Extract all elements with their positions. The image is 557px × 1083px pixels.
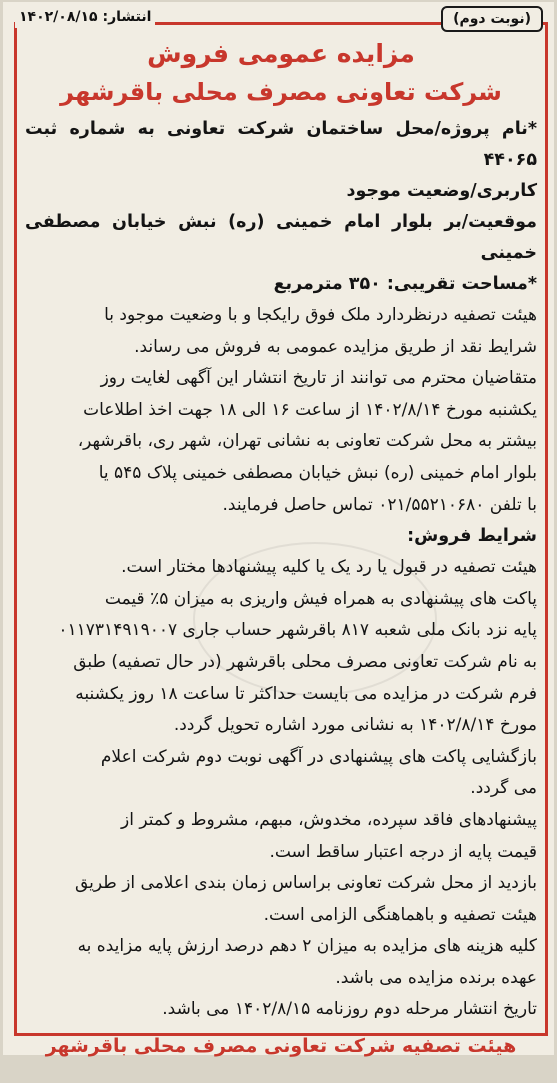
- condition-line: پاکت های پیشنهادی به همراه فیش واریزی به میزان ۵٪ قیمت: [104, 588, 537, 609]
- condition-line: بازگشایی پاکت های پیشنهادی در آگهی نوبت دوم شرکت اعلام: [100, 746, 537, 767]
- ad-title: مزایده عمومی فروش: [147, 39, 415, 68]
- usage-line: کاربری/وضعیت موجود: [346, 181, 537, 201]
- condition-line: قیمت پایه از درجه اعتبار ساقط است.: [269, 841, 537, 862]
- condition-line: بازدید از محل شرکت تعاونی براساس زمان بندی اعلامی از طریق: [74, 873, 537, 894]
- intro-line: بیشتر به محل شرکت تعاونی به نشانی تهران، شهر ری، باقرشهر،: [77, 431, 537, 452]
- intro-line: متقاضیان محترم می توانند از تاریخ انتشار این آگهی لغایت روز: [100, 368, 537, 389]
- condition-line: تاریخ انتشار مرحله دوم روزنامه ۱۴۰۲/۸/۱۵ می باشد.: [162, 999, 537, 1020]
- location-line: موقعیت/بر بلوار امام خمینی (ره) نبش خیابان مصطفی خمینی: [25, 212, 537, 263]
- intro-line: شرایط نقد از طریق مزایده عمومی به فروش می رساند.: [134, 336, 537, 357]
- ad-content: [25, 36, 537, 1083]
- condition-line: به نام شرکت تعاونی مصرف محلی باقرشهر (در حال تصفیه) طبق: [73, 651, 537, 672]
- ad-header: [9, 6, 549, 28]
- ad-subtitle: شرکت تعاونی مصرف محلی باقرشهر: [60, 78, 502, 106]
- round-badge: (نوبت دوم): [441, 6, 543, 32]
- publish-date: انتشار: ۱۴۰۲/۰۸/۱۵: [15, 6, 155, 28]
- conditions-list: [25, 552, 537, 1026]
- intro-line: هیئت تصفیه درنظردارد ملک فوق رایکجا و با وضعیت موجود با: [104, 305, 537, 325]
- intro-paragraph: [25, 300, 537, 521]
- condition-line: مورخ ۱۴۰۲/۸/۱۴ به نشانی مورد اشاره تحویل گردد.: [173, 715, 537, 736]
- condition-line: می گردد.: [470, 778, 537, 799]
- area-line: *مساحت تقریبی: ۳۵۰ مترمربع: [273, 274, 537, 294]
- condition-line: پایه نزد بانک ملی شعبه ۸۱۷ باقرشهر حساب جاری ۰۱۱۷۳۱۴۹۱۹۰۰۷: [58, 620, 537, 641]
- condition-line: پیشنهادهای فاقد سپرده، مخدوش، مبهم، مشروط و کمتر از: [121, 809, 537, 830]
- intro-line: بلوار امام خمینی (ره) نبش خیابان مصطفی خمینی پلاک ۵۴۵ یا: [98, 462, 537, 483]
- condition-line: عهده برنده مزایده می باشد.: [335, 967, 537, 988]
- condition-line: هیئت تصفیه و باهماهنگی الزامی است.: [263, 904, 537, 925]
- conditions-heading: شرایط فروش:: [407, 526, 537, 547]
- condition-line: فرم شرکت در مزایده می بایست حداکثر تا ساعت ۱۸ روز یکشنبه: [75, 683, 537, 704]
- condition-line: هیئت تصفیه در قبول یا رد یک یا کلیه پیشنهادها مختار است.: [121, 557, 537, 578]
- newspaper-clipping: [3, 2, 554, 1058]
- project-line: *نام پروژه/محل ساختمان شرکت تعاونی به شماره ثبت ۴۴۰۶۵: [25, 119, 537, 170]
- intro-line: یکشنبه مورخ ۱۴۰۲/۸/۱۴ از ساعت ۱۶ الی ۱۸ جهت اخذ اطلاعات: [83, 399, 537, 420]
- intro-line: با تلفن ۰۲۱/۵۵۲۱۰۶۸۰ تماس حاصل فرمایند.: [222, 494, 537, 515]
- condition-line: کلیه هزینه های مزایده به میزان ۲ دهم درصد ارزش پایه مزایده به: [77, 936, 537, 957]
- ad-signature: هیئت تصفیه شرکت تعاونی مصرف محلی باقرشهر: [45, 1035, 517, 1058]
